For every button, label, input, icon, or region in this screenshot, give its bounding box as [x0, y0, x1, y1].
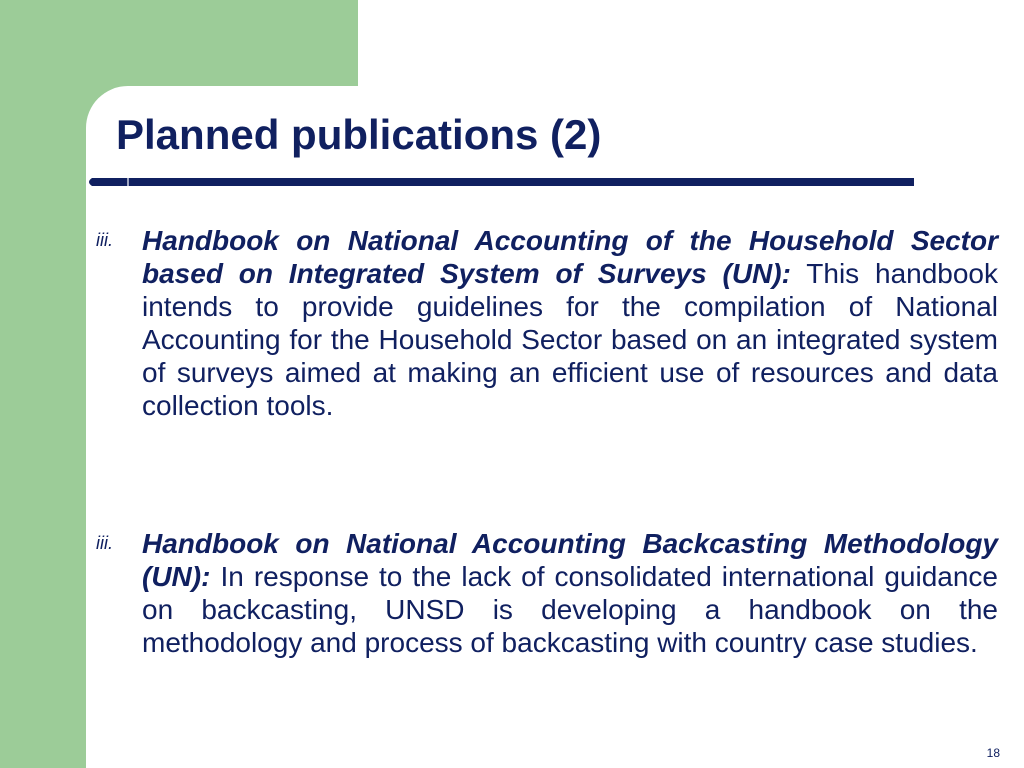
list-item-body: In response to the lack of consolidated international guidance on backcasting, UNSD is developing a handbook on the methodology and process of backcasting with country case studies.	[142, 561, 999, 658]
list-item-body: This handbook intends to provide guidelines for the compilation of National Accounting for the Household Sector based on an integrated system of surveys aimed at making an efficient use of resources and data collection tools.	[142, 258, 999, 421]
list-item-marker: iii.	[96, 230, 113, 250]
list-item-marker: iii.	[96, 533, 113, 553]
list-item-heading: Handbook on National Accounting of the Household Sector based on Integrated System of Surveys (UN):	[142, 225, 998, 289]
list-item	[96, 224, 998, 422]
list-item-text	[142, 527, 998, 659]
title-underline-rule	[86, 175, 914, 189]
list-item-heading: Handbook on National Accounting Backcasting Methodology (UN):	[142, 528, 998, 592]
slide-title: Planned publications (2)	[116, 111, 602, 158]
list-item	[96, 527, 998, 659]
page-number: 18	[986, 746, 1000, 760]
decorative-green-bar-left	[0, 0, 86, 768]
list-item-text	[142, 224, 998, 422]
